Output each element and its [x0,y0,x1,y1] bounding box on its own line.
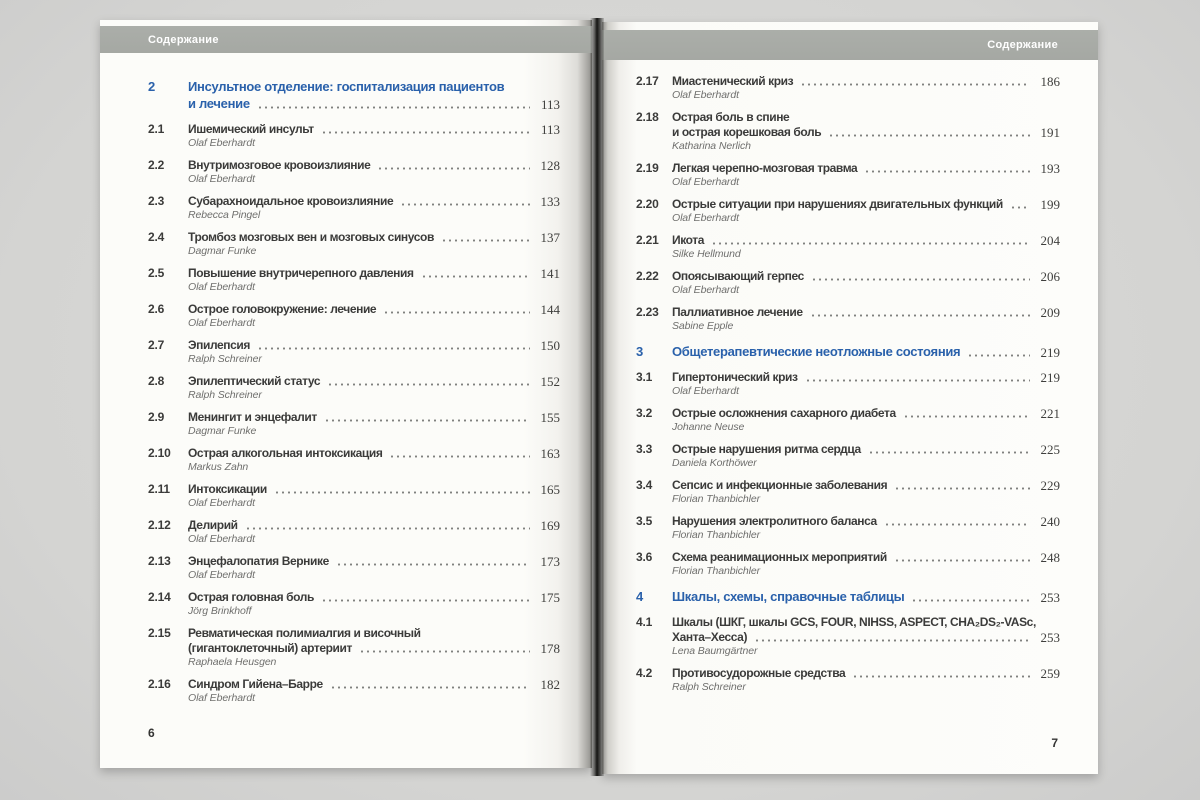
toc-entry-body [672,233,1060,261]
toc-entry-author: Olaf Eberhardt [672,284,739,296]
toc-entry-line [672,161,1060,176]
toc-entry-line [188,518,560,533]
toc-entry-body [672,269,1060,297]
toc-entry-line [188,122,560,137]
toc-entry-body [188,374,560,402]
dot-leader [864,169,1030,174]
toc-entry-body [672,197,1060,225]
toc-entry-body [672,74,1060,102]
dot-leader [359,649,530,654]
toc-entry-body [188,194,560,222]
toc-entry-number: 3.6 [636,550,653,564]
toc-entry [148,266,560,294]
toc-entry-number: 2.16 [148,677,171,691]
dot-leader [810,313,1030,318]
dot-leader [324,418,530,423]
dot-leader [441,238,530,243]
toc-entry-author: Katharina Nerlich [672,140,751,152]
toc-entry-number: 4 [636,589,644,604]
page-folio-right: 7 [1051,736,1058,750]
toc-entry-line [188,302,560,317]
dot-leader [257,346,530,351]
toc-entry-title: Икота [672,233,705,247]
toc-entry-author: Olaf Eberhardt [672,385,739,397]
toc-entry-line [672,550,1060,565]
toc-entry-author: Daniela Korthöwer [672,457,757,469]
toc-section-entry [636,588,1060,605]
toc-entry-body [672,666,1060,694]
dot-leader [383,310,530,315]
toc-entry-number: 2.5 [148,266,165,280]
toc-entry-author: Ralph Schreiner [188,389,262,401]
toc-entry-number: 3.2 [636,406,653,420]
toc-entry-title: Шкалы (ШКГ, шкалы GCS, FOUR, NIHSS, ASPECT, CHA₂DS₂-VASc, [672,615,1036,629]
toc-entry-body [188,518,560,546]
toc-entry-author: Silke Hellmund [672,248,741,260]
toc-entry-author: Markus Zahn [188,461,249,473]
toc-entry-author: Olaf Eberhardt [188,497,255,509]
toc-entry [148,590,560,618]
toc-entry-body [672,370,1060,398]
toc-entry-page: 186 [1040,74,1060,89]
toc-entry-body [188,410,560,438]
toc-entry-line [188,482,560,497]
toc-entry-line [672,406,1060,421]
toc-entry-body [188,554,560,582]
toc-entry-author: Olaf Eberhardt [188,137,255,149]
toc-entry-page: 141 [540,266,560,281]
toc-entry-number: 3.5 [636,514,653,528]
toc-entry-number: 2.17 [636,74,659,88]
dot-leader [245,526,530,531]
toc-entry-title: Тромбоз мозговых вен и мозговых синусов [188,230,434,244]
toc-entry-number: 2.21 [636,233,659,247]
toc-entry [148,158,560,186]
toc-entry-page: 219 [1040,345,1060,360]
toc-entry-line [672,514,1060,529]
toc-entry [148,410,560,438]
running-header-label: Содержание [987,39,1058,51]
toc-entry [148,122,560,150]
toc-entry [636,550,1060,578]
toc-entry-line [672,197,1060,212]
toc-entry-body [672,615,1060,658]
toc-entry-author: Olaf Eberhardt [188,173,255,185]
toc-entry-author: Florian Thanbichler [672,565,760,577]
toc-entry-line [188,230,560,245]
dot-leader [711,241,1030,246]
dot-leader [894,558,1030,563]
toc-entry-page: 175 [540,590,560,605]
toc-entry [636,161,1060,189]
toc-entry-title: Делирий [188,518,238,532]
toc-entry-number: 2.15 [148,626,171,640]
toc-entry-author: Olaf Eberhardt [188,692,255,704]
toc-entry [148,518,560,546]
toc-entry-number: 2.10 [148,446,171,460]
dot-leader [903,414,1030,419]
dot-leader [377,166,530,171]
toc-entry [148,482,560,510]
toc-entry-author: Jörg Brinkhoff [188,605,252,617]
dot-leader [852,674,1030,679]
toc-entry-author: Ralph Schreiner [672,681,746,693]
toc-entry-page: 240 [1040,514,1060,529]
toc-entry-title: Менингит и энцефалит [188,410,317,424]
toc-entry-line [188,158,560,173]
toc-entry-page: 178 [540,641,560,656]
toc-entry-title: Нарушения электролитного баланса [672,514,877,528]
toc-entry-title: Внутримозговое кровоизлияние [188,158,371,172]
toc-entry-page: 219 [1040,370,1060,385]
right-page [602,22,1098,774]
toc-entry-body [672,478,1060,506]
toc-entry [636,615,1060,658]
toc-entry [148,194,560,222]
dot-leader [884,522,1030,527]
running-header-right [602,30,1098,60]
toc-entry-number: 2.13 [148,554,171,568]
dot-leader [754,638,1030,643]
toc-entry-line [188,95,560,112]
toc-entry [636,233,1060,261]
toc-entry-line [672,615,1060,630]
toc-entry-page: 128 [540,158,560,173]
toc-entry-line [188,338,560,353]
toc-entry-line [188,410,560,425]
toc-entry-page: 165 [540,482,560,497]
toc-entry-number: 2.7 [148,338,165,352]
toc-entry [636,666,1060,694]
toc-entry [148,338,560,366]
toc-entry-line [188,626,560,641]
toc-entry [636,478,1060,506]
toc-entry-page: 133 [540,194,560,209]
toc-entry-page: 169 [540,518,560,533]
toc-entry-title: Острая боль в спине [672,110,790,124]
toc-entry-number: 4.2 [636,666,653,680]
toc-entry-title: Повышение внутричерепного давления [188,266,414,280]
page-folio-left: 6 [148,726,155,740]
toc-entry-page: 199 [1040,197,1060,212]
toc-entry-author: Olaf Eberhardt [188,569,255,581]
toc-entry [148,554,560,582]
toc-entry-author: Olaf Eberhardt [672,89,739,101]
toc-entry-author: Ralph Schreiner [188,353,262,365]
toc-entry-line [188,78,560,95]
toc-entry-title: Эпилептический статус [188,374,321,388]
toc-entry-body [672,305,1060,333]
toc-entry-title: Схема реанимационных мероприятий [672,550,887,564]
toc-entry-page: 191 [1040,125,1060,140]
toc-entry-title: Инсультное отделение: госпитализация пациентов [188,79,505,94]
dot-leader [911,598,1030,603]
running-header-left [100,26,592,53]
toc-entry-number: 2.19 [636,161,659,175]
dot-leader [321,130,530,135]
toc-entry-line [672,74,1060,89]
toc-entry-line [188,446,560,461]
toc-entry [636,514,1060,542]
toc-entry [636,305,1060,333]
dot-leader [389,454,530,459]
toc-entry-page: 204 [1040,233,1060,248]
dot-leader [805,378,1030,383]
toc-entry-page: 173 [540,554,560,569]
toc-list-left [100,53,592,705]
toc-entry-line [188,590,560,605]
toc-entry-body [672,514,1060,542]
toc-entry-title: Острая алкогольная интоксикация [188,446,383,460]
toc-entry-body [672,161,1060,189]
toc-entry-title: Острые осложнения сахарного диабета [672,406,896,420]
toc-entry-title: (гигантоклеточный) артериит [188,641,352,655]
toc-entry-title: Субарахноидальное кровоизлияние [188,194,394,208]
toc-entry-page: 150 [540,338,560,353]
toc-entry-page: 193 [1040,161,1060,176]
toc-entry-page: 152 [540,374,560,389]
toc-entry-line [188,194,560,209]
toc-entry-author: Olaf Eberhardt [188,533,255,545]
toc-entry-title: Энцефалопатия Вернике [188,554,329,568]
toc-entry-body [672,550,1060,578]
toc-entry-author: Dagmar Funke [188,425,257,437]
toc-entry-page: 113 [540,122,560,137]
toc-entry [636,110,1060,153]
toc-entry-author: Olaf Eberhardt [672,212,739,224]
toc-entry-body [672,110,1060,153]
toc-entry-body [188,626,560,669]
dot-leader [967,353,1030,358]
toc-entry-title: Интоксикации [188,482,267,496]
toc-entry-body [188,266,560,294]
toc-entry-author: Raphaela Heusgen [188,656,277,668]
dot-leader [257,105,530,110]
toc-entry-number: 2.22 [636,269,659,283]
toc-entry-title: Ханта–Хесса) [672,630,748,644]
toc-entry-body [188,230,560,258]
toc-entry-line [672,269,1060,284]
toc-entry-title: и острая корешковая боль [672,125,822,139]
running-header-label: Содержание [148,33,219,46]
toc-entry-number: 3.3 [636,442,653,456]
toc-entry-line [672,343,1060,360]
toc-entry-title: Острая головная боль [188,590,314,604]
toc-entry [636,442,1060,470]
dot-leader [327,382,530,387]
toc-entry-number: 3.1 [636,370,653,384]
toc-entry-title: Легкая черепно-мозговая травма [672,161,858,175]
toc-entry [148,374,560,402]
toc-entry-number: 2 [148,79,156,94]
toc-entry-number: 3.4 [636,478,653,492]
toc-entry-page: 144 [540,302,560,317]
toc-entry-page: 225 [1040,442,1060,457]
toc-entry-page: 137 [540,230,560,245]
toc-entry-body [188,78,560,112]
toc-entry-line [672,630,1060,645]
toc-entry-line [188,677,560,692]
left-page [100,20,592,768]
toc-entry [148,677,560,705]
dot-leader [868,450,1030,455]
toc-entry-number: 2.23 [636,305,659,319]
toc-entry-number: 2.18 [636,110,659,124]
dot-leader [330,685,530,690]
toc-entry-body [188,122,560,150]
toc-entry-author: Johanne Neuse [672,421,745,433]
dot-leader [811,277,1030,282]
toc-entry-page: 182 [540,677,560,692]
toc-entry-line [672,370,1060,385]
toc-entry-body [188,482,560,510]
toc-list-right [602,60,1098,694]
toc-entry-line [672,478,1060,493]
toc-entry-number: 2.6 [148,302,165,316]
dot-leader [421,274,530,279]
toc-entry-body [672,406,1060,434]
toc-entry-number: 2.8 [148,374,165,388]
toc-section-entry [148,78,560,112]
toc-entry-author: Olaf Eberhardt [188,317,255,329]
toc-entry-body [188,677,560,705]
toc-entry-number: 2.11 [148,482,170,496]
toc-entry-page: 253 [1040,590,1060,605]
toc-entry-line [188,641,560,656]
toc-entry-title: Общетерапевтические неотложные состояния [672,344,961,359]
toc-entry-number: 2.1 [148,122,165,136]
dot-leader [321,598,530,603]
toc-entry-number: 2.2 [148,158,165,172]
toc-entry-line [672,666,1060,681]
toc-entry-author: Dagmar Funke [188,245,257,257]
dot-leader [800,82,1030,87]
toc-entry-page: 221 [1040,406,1060,421]
toc-entry-line [672,442,1060,457]
toc-entry-line [672,305,1060,320]
toc-entry-line [672,588,1060,605]
toc-entry-title: Ревматическая полимиалгия и височный [188,626,421,640]
toc-entry-body [672,343,1060,360]
toc-entry-number: 4.1 [636,615,653,629]
toc-entry [148,626,560,669]
toc-entry-number: 2.9 [148,410,165,424]
toc-entry [148,446,560,474]
toc-entry-line [672,110,1060,125]
toc-entry-author: Olaf Eberhardt [188,281,255,293]
toc-entry [636,74,1060,102]
toc-entry-line [672,125,1060,140]
toc-entry-page: 209 [1040,305,1060,320]
toc-entry-line [188,554,560,569]
toc-entry [636,406,1060,434]
toc-entry-page: 253 [1040,630,1060,645]
toc-entry-author: Sabine Epple [672,320,734,332]
toc-entry-body [188,590,560,618]
toc-entry-line [188,374,560,389]
toc-entry-page: 229 [1040,478,1060,493]
toc-entry-number: 2.4 [148,230,165,244]
toc-entry-author: Florian Thanbichler [672,493,760,505]
toc-entry [636,269,1060,297]
toc-entry-page: 206 [1040,269,1060,284]
toc-entry-title: Миастенический криз [672,74,794,88]
toc-entry-body [188,158,560,186]
toc-entry-title: Синдром Гийена–Барре [188,677,323,691]
toc-entry-title: Острое головокружение: лечение [188,302,377,316]
toc-entry-title: Шкалы, схемы, справочные таблицы [672,589,905,604]
toc-entry-page: 248 [1040,550,1060,565]
toc-entry-number: 2.14 [148,590,171,604]
toc-entry [148,302,560,330]
toc-entry-title: Острые ситуации при нарушениях двигательных функций [672,197,1003,211]
book-spine-shadow [590,18,604,776]
toc-entry-title: Паллиативное лечение [672,305,803,319]
toc-entry-title: Сепсис и инфекционные заболевания [672,478,888,492]
toc-entry-title: Эпилепсия [188,338,251,352]
toc-entry [148,230,560,258]
toc-entry-number: 3 [636,344,644,359]
toc-entry-line [672,233,1060,248]
dot-leader [336,562,530,567]
toc-entry-author: Florian Thanbichler [672,529,760,541]
toc-entry-body [188,338,560,366]
toc-entry-title: Острые нарушения ритма сердца [672,442,861,456]
dot-leader [828,133,1030,138]
toc-entry-number: 2.20 [636,197,659,211]
toc-entry-page: 155 [540,410,560,425]
toc-entry-title: и лечение [188,96,250,111]
toc-section-entry [636,343,1060,360]
toc-entry-body [672,588,1060,605]
toc-entry-body [672,442,1060,470]
toc-entry-title: Гипертонический криз [672,370,798,384]
dot-leader [1010,205,1030,210]
toc-entry-page: 259 [1040,666,1060,681]
toc-entry-author: Rebecca Pingel [188,209,261,221]
toc-entry-page: 113 [540,97,560,112]
toc-entry-body [188,302,560,330]
toc-entry-author: Olaf Eberhardt [672,176,739,188]
toc-entry [636,197,1060,225]
toc-entry [636,370,1060,398]
toc-entry-title: Опоясывающий герпес [672,269,804,283]
toc-entry-author: Lena Baumgärtner [672,645,758,657]
toc-entry-number: 2.12 [148,518,171,532]
toc-entry-number: 2.3 [148,194,165,208]
dot-leader [400,202,530,207]
toc-entry-line [188,266,560,281]
dot-leader [274,490,530,495]
toc-entry-page: 163 [540,446,560,461]
toc-entry-title: Ишемический инсульт [188,122,314,136]
toc-entry-body [188,446,560,474]
toc-entry-title: Противосудорожные средства [672,666,846,680]
dot-leader [894,486,1030,491]
